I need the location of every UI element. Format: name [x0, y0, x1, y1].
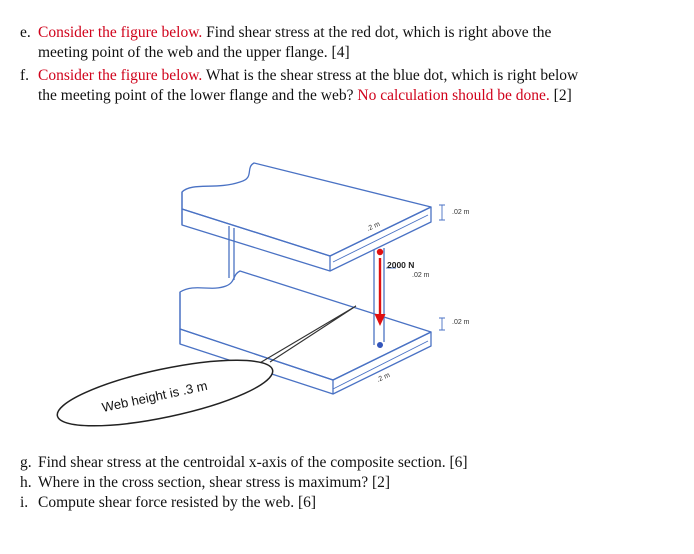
top-flange-front-face: [182, 209, 330, 271]
question-h-label: h.: [20, 474, 32, 491]
callout-text: Web height is .3 m: [100, 377, 209, 415]
force-label: 2000 N: [387, 260, 415, 270]
question-i-text: Compute shear force resisted by the web. [6]: [38, 494, 317, 511]
bottom-flange-thickness-label: .02 m: [452, 319, 470, 326]
question-e-label: e.: [20, 24, 31, 41]
question-g-label: g.: [20, 454, 32, 471]
top-flange-top-face: [182, 163, 431, 256]
question-h-text: Where in the cross section, shear stress is maximum? [2]: [38, 474, 391, 491]
question-h: [20, 473, 678, 493]
i-beam-outline: [180, 163, 431, 394]
question-g-text: Find shear stress at the centroidal x-axis of the composite section. [6]: [38, 454, 468, 471]
top-flange-thickness-label: .02 m: [452, 209, 470, 216]
question-f-lead: Consider the figure below.: [38, 67, 203, 84]
question-g: [20, 453, 678, 473]
blue-dot: [377, 342, 383, 348]
top-flange-thickness-dim: [439, 205, 445, 220]
bottom-flange-thickness-dim: [439, 318, 445, 330]
bottom-flange-side-face: [333, 332, 431, 394]
question-f-label: f.: [20, 67, 30, 84]
bottom-flange-width-label: .2 m: [375, 371, 392, 384]
question-e-lead: Consider the figure below.: [38, 24, 203, 41]
dimension-lines: [333, 205, 445, 389]
question-f-line2-red: No calculation should be done.: [357, 86, 550, 104]
question-i: [20, 493, 678, 513]
callout-pointer: [258, 306, 356, 364]
question-e-line1: Find shear stress at the red dot, which is right above the: [202, 24, 552, 41]
top-flange-width-label: .2 m: [365, 220, 382, 233]
question-f-line1: What is the shear stress at the blue dot, which is right below: [202, 67, 579, 84]
red-dot: [377, 249, 383, 255]
question-i-label: i.: [20, 494, 29, 511]
question-e-line2: meeting point of the web and the upper flange. [4]: [38, 43, 350, 61]
web-thickness-label: .02 m: [412, 272, 430, 279]
question-f-line2-pre: the meeting point of the lower flange and the web?: [38, 86, 358, 104]
question-f-line2-post: [2]: [549, 86, 572, 104]
